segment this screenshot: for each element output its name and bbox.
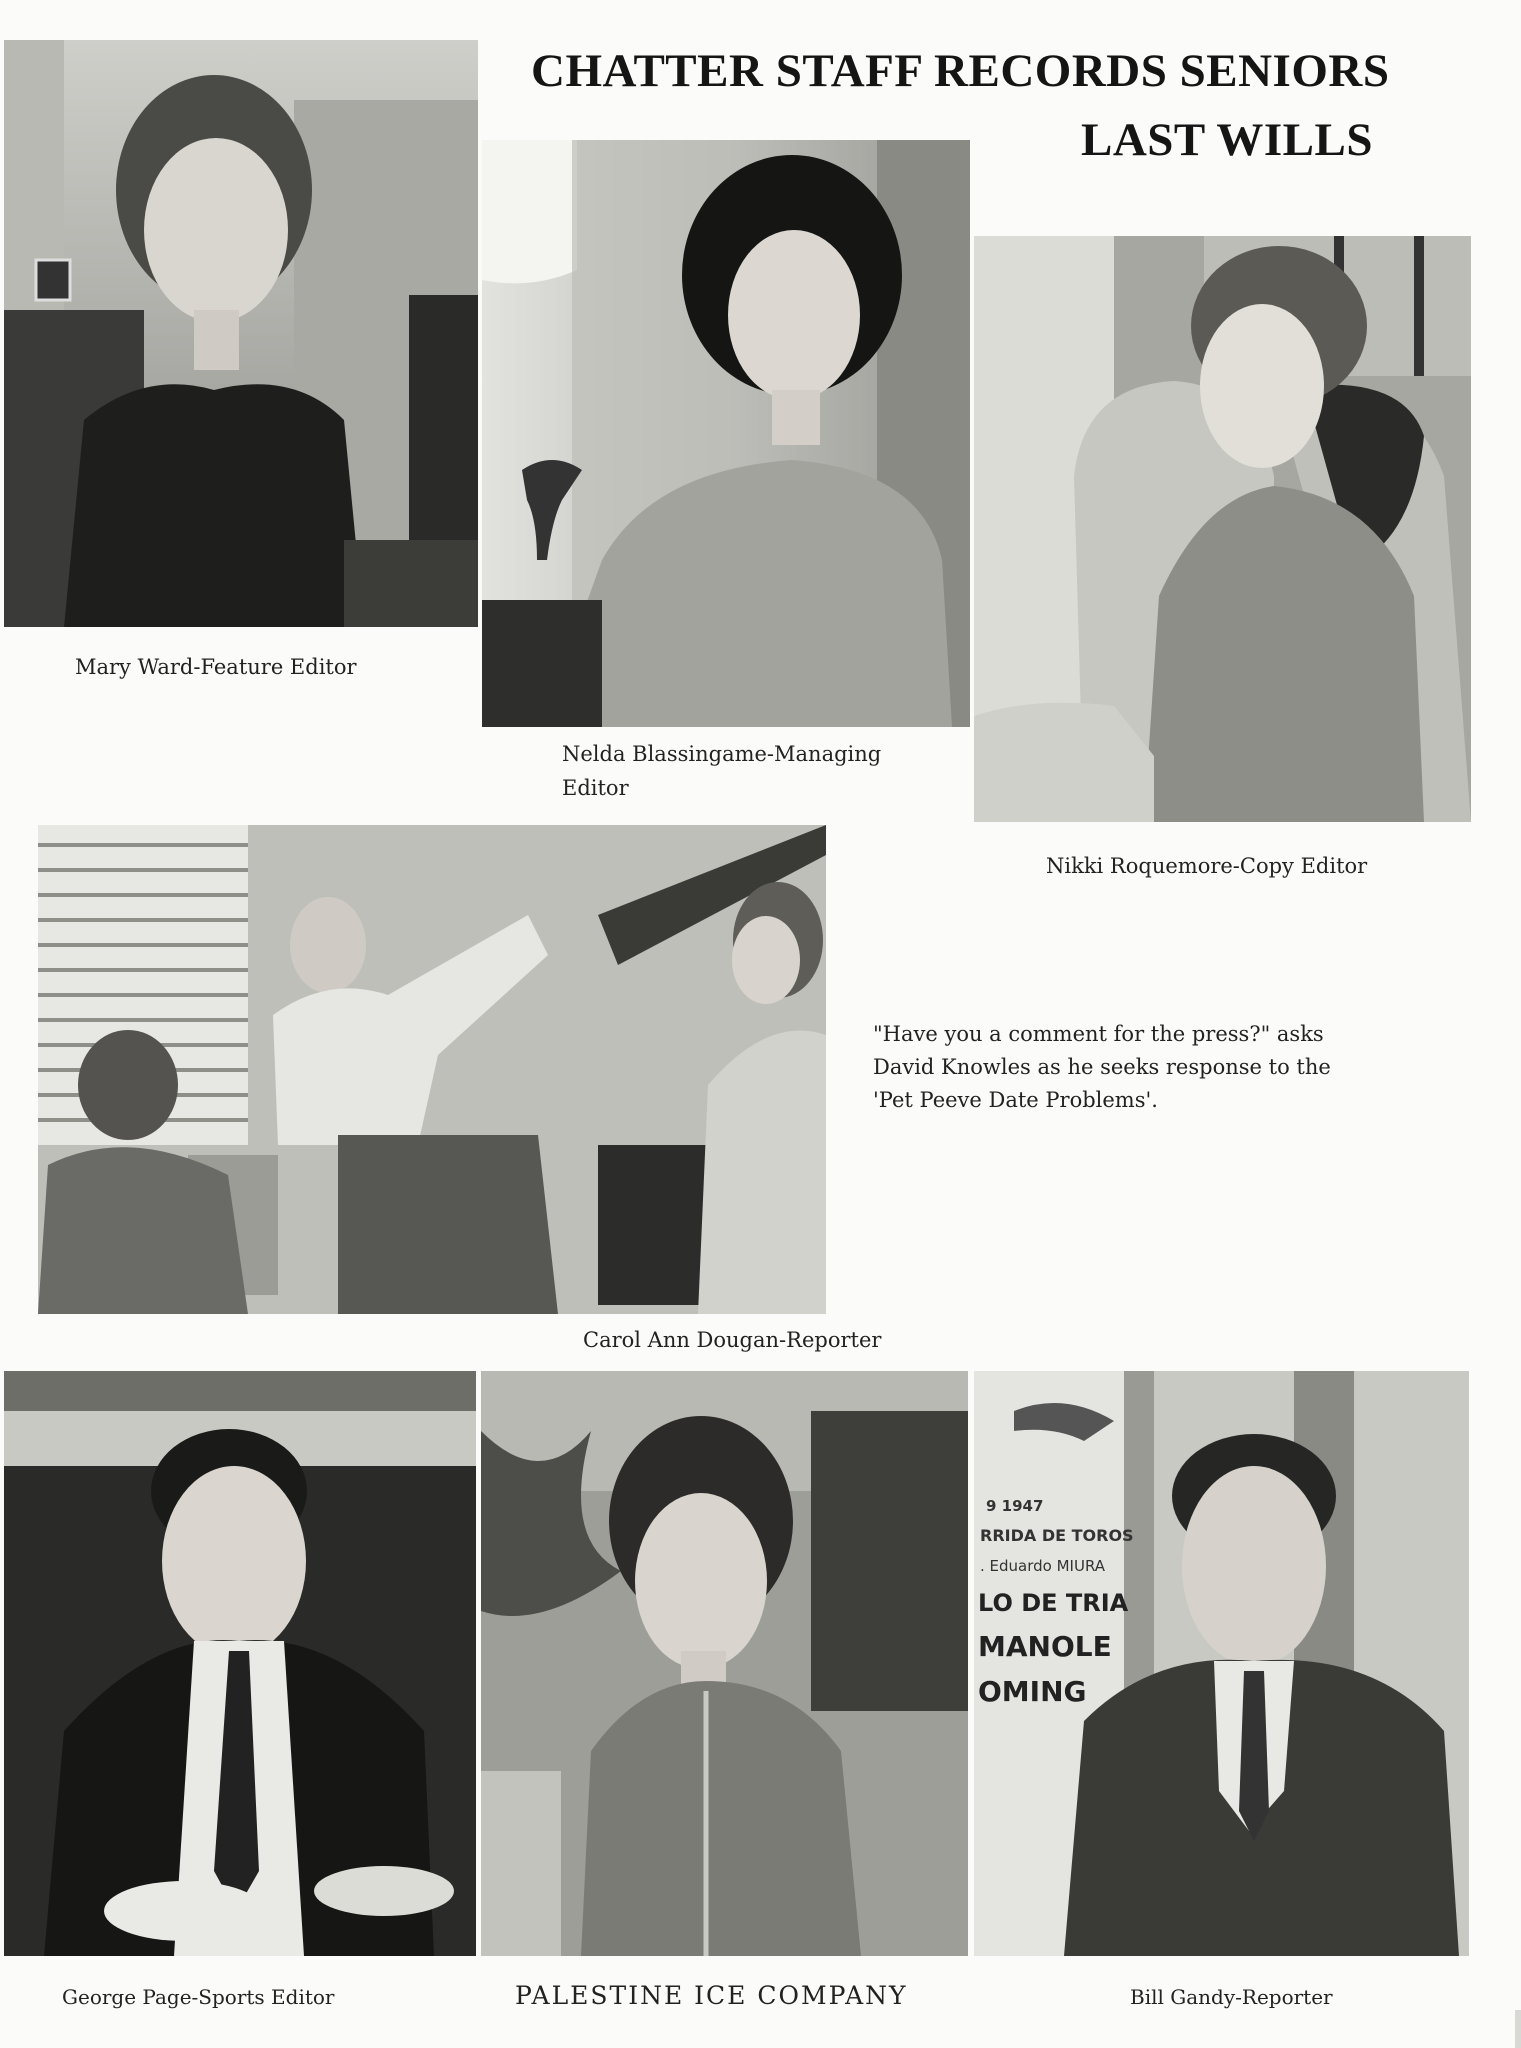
poster-text-1: 9 1947 <box>986 1497 1044 1515</box>
comment-line1: "Have you a comment for the press?" asks <box>873 1022 1324 1046</box>
page-edge <box>1515 2010 1521 2048</box>
page-title: CHATTER STAFF RECORDS SENIORS <box>531 45 1390 97</box>
poster-text-4: LO DE TRIA <box>978 1589 1129 1617</box>
caption-nelda-line2: Editor <box>562 776 629 800</box>
photo-george-page <box>4 1371 476 1956</box>
footer-palestine-ice-company: PALESTINE ICE COMPANY <box>515 1981 908 2010</box>
caption-nelda-line1: Nelda Blassingame-Managing <box>562 742 882 766</box>
caption-nikki-roquemore: Nikki Roquemore-Copy Editor <box>1046 854 1368 878</box>
photo-bill-gandy <box>974 1371 1469 1956</box>
caption-george-page: George Page-Sports Editor <box>62 1985 335 2009</box>
caption-mary-ward: Mary Ward-Feature Editor <box>75 655 357 679</box>
comment-line2: David Knowles as he seeks response to the <box>873 1055 1331 1079</box>
photo-group-press <box>38 825 826 1314</box>
photo-mary-ward <box>4 40 478 627</box>
poster-text-6: OMING <box>978 1675 1087 1708</box>
poster-text-3: . Eduardo MIURA <box>980 1557 1106 1575</box>
page-subtitle: LAST WILLS <box>1081 114 1373 166</box>
comment-line3: 'Pet Peeve Date Problems'. <box>873 1088 1158 1112</box>
poster-text-2: RRIDA DE TOROS <box>980 1526 1134 1545</box>
photo-palestine-girl <box>481 1371 968 1956</box>
caption-carol-ann-dougan: Carol Ann Dougan-Reporter <box>583 1328 882 1352</box>
photo-nikki-roquemore <box>974 236 1471 822</box>
caption-bill-gandy: Bill Gandy-Reporter <box>1130 1985 1333 2009</box>
poster-text-5: MANOLE <box>978 1630 1112 1663</box>
photo-nelda-blassingame <box>482 140 970 727</box>
